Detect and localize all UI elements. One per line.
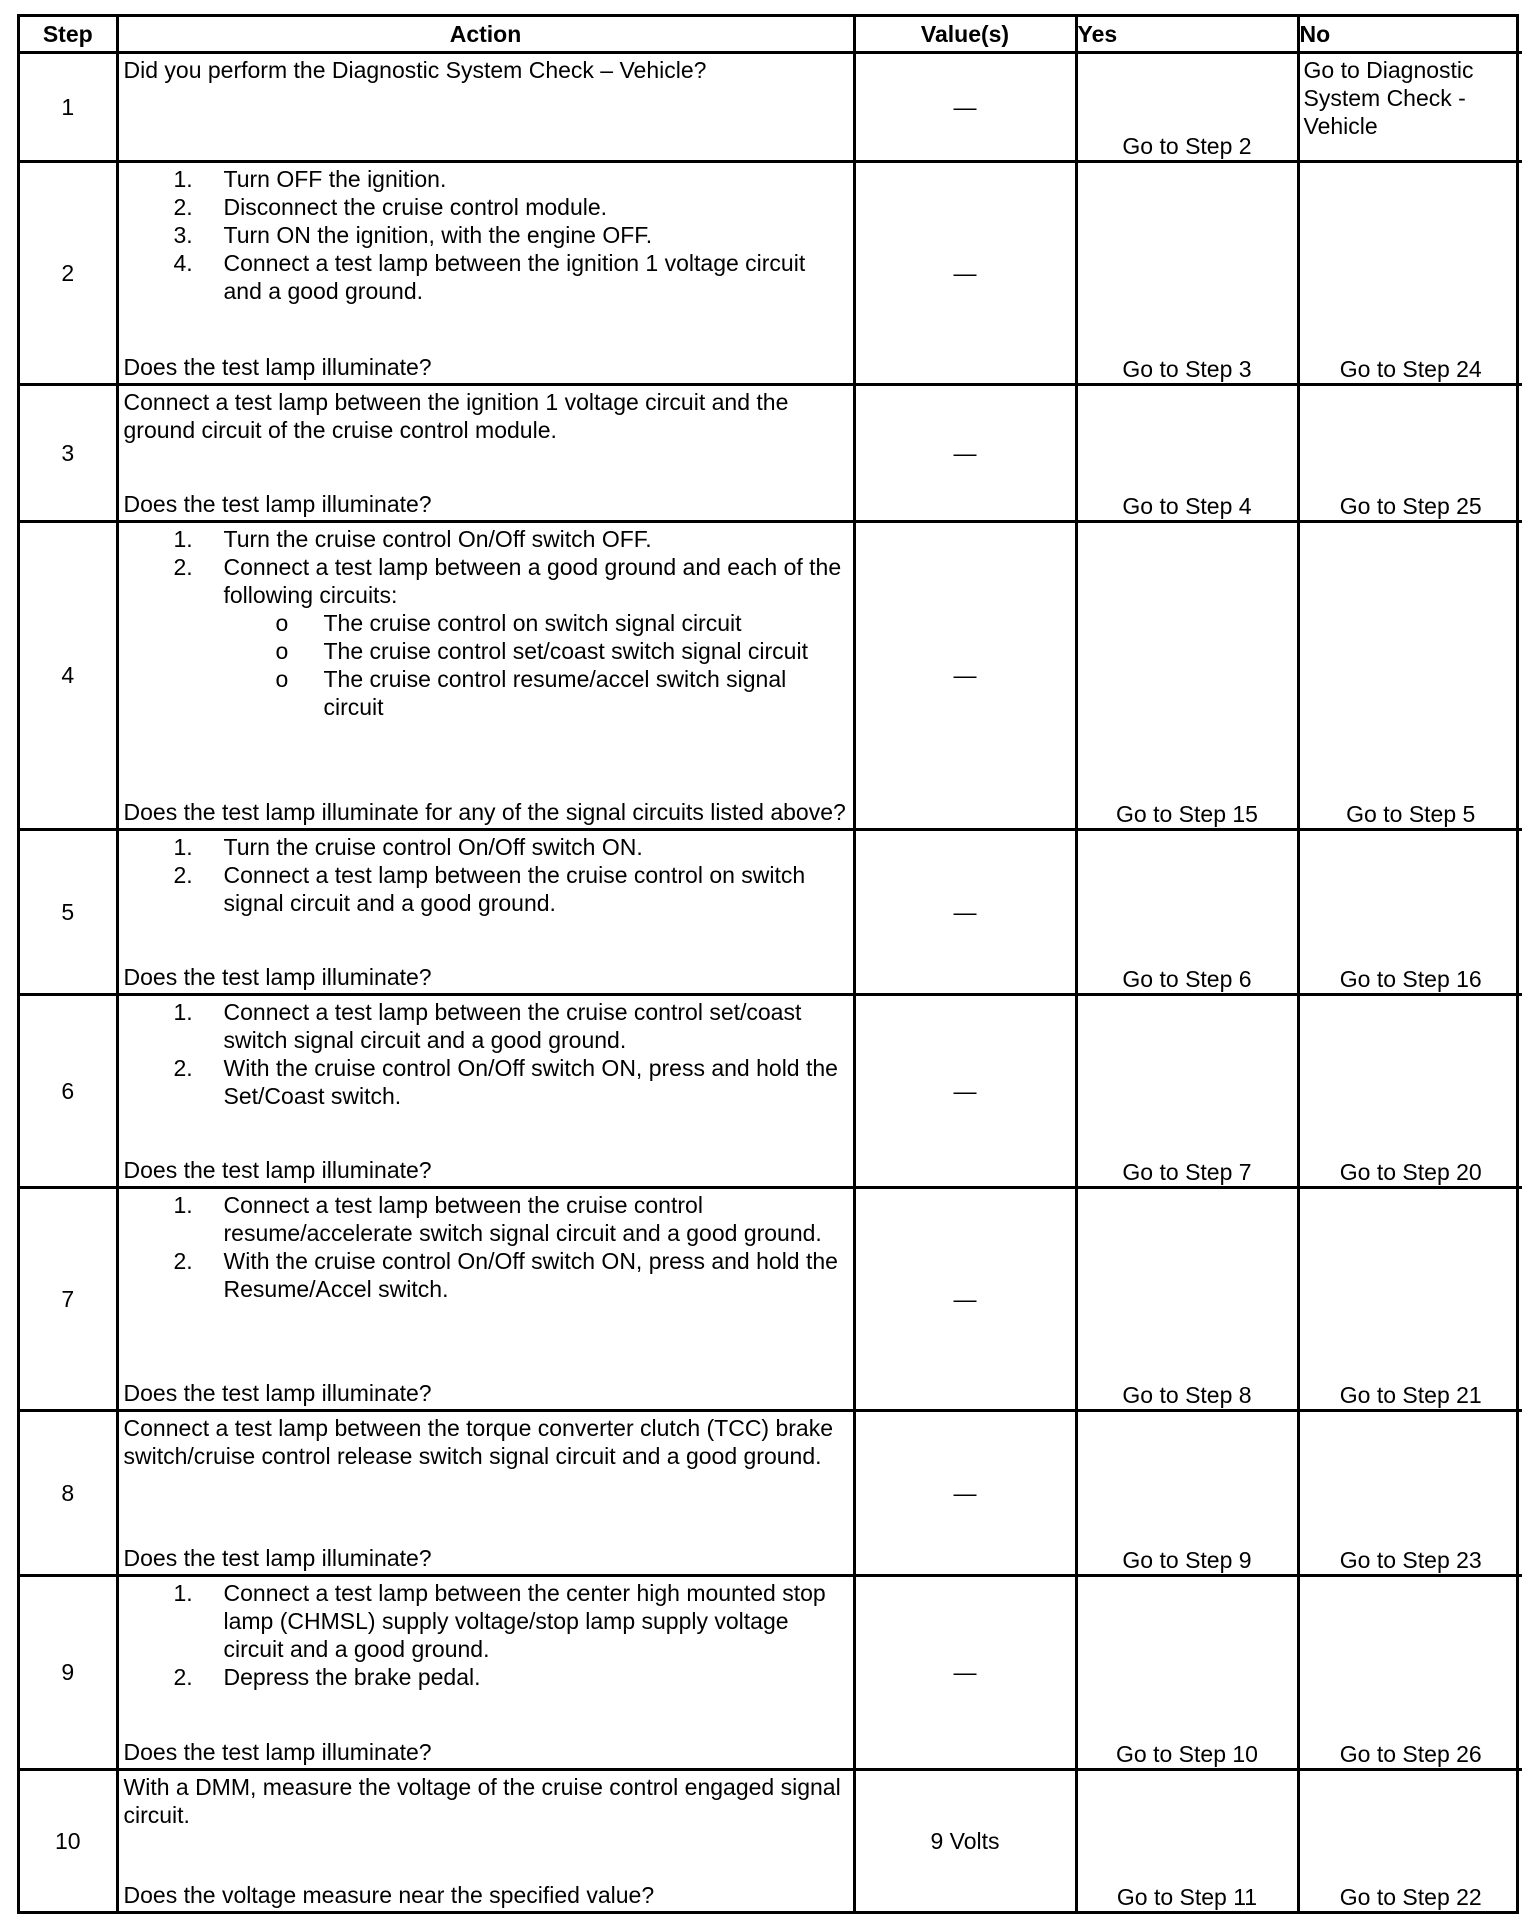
action-cell — [117, 1411, 854, 1576]
numbered-list — [124, 525, 849, 721]
list-item — [124, 553, 849, 609]
no-cell: Go to Step 22 — [1298, 1769, 1522, 1911]
list-item — [124, 221, 849, 249]
yes-cell: Go to Step 6 — [1076, 829, 1298, 994]
list-item-text: Disconnect the cruise control module. — [223, 193, 608, 220]
list-item-number: 2. — [173, 193, 193, 220]
header-step: Step — [20, 17, 117, 53]
list-item-number: 1. — [173, 999, 193, 1026]
action-intro: Connect a test lamp between the ignition 1 voltage circuit and the ground circuit of the cruise control module. — [123, 388, 789, 443]
no-cell: Go to Step 24 — [1298, 161, 1522, 384]
value-cell: — — [854, 384, 1076, 521]
action-intro: With a DMM, measure the voltage of the cruise control engaged signal circuit. — [123, 1773, 841, 1828]
action-cell — [117, 995, 854, 1188]
table-row — [20, 161, 1522, 384]
action-cell — [117, 161, 854, 384]
list-item-text: Turn ON the ignition, with the engine OFF. — [223, 221, 653, 248]
action-question: Does the voltage measure near the specified value? — [123, 1882, 655, 1908]
no-cell: Go to Diagnostic System Check - Vehicle — [1298, 53, 1522, 162]
no-cell: Go to Step 25 — [1298, 384, 1522, 521]
value-cell: — — [854, 1188, 1076, 1411]
action-instructions — [124, 388, 849, 444]
step-number: 8 — [20, 1411, 117, 1576]
yes-cell: Go to Step 3 — [1076, 161, 1298, 384]
action-content — [119, 163, 853, 383]
action-instructions — [124, 56, 849, 84]
value-cell: — — [854, 521, 1076, 829]
numbered-list — [124, 1191, 849, 1303]
list-item-text: With the cruise control On/Off switch ON, press and hold the Set/Coast switch. — [223, 1055, 838, 1110]
list-item-text: Connect a test lamp between a good ground and each of the following circuits: — [223, 553, 842, 608]
list-item-number: 2. — [173, 1248, 193, 1275]
list-item-text: Turn OFF the ignition. — [223, 165, 447, 192]
action-cell — [117, 1188, 854, 1411]
table-row — [20, 1576, 1522, 1769]
action-question: Does the test lamp illuminate for any of the signal circuits listed above? — [123, 798, 846, 825]
action-instructions — [124, 1579, 849, 1691]
list-item-number: 2. — [173, 861, 193, 888]
value-cell: — — [854, 1411, 1076, 1576]
step-number: 4 — [20, 521, 117, 829]
no-cell: Go to Step 20 — [1298, 995, 1522, 1188]
value-cell: — — [854, 829, 1076, 994]
list-item-number: 1. — [173, 1580, 193, 1607]
table-row — [20, 829, 1522, 994]
action-intro: Did you perform the Diagnostic System Check – Vehicle? — [123, 57, 707, 83]
list-item-text: Depress the brake pedal. — [223, 1664, 481, 1691]
list-item — [124, 861, 849, 917]
action-question: Does the test lamp illuminate? — [123, 1545, 432, 1572]
header-no: No — [1298, 17, 1522, 53]
table-row — [20, 1188, 1522, 1411]
diagnostic-table-frame — [17, 14, 1519, 1914]
table-row — [20, 521, 1522, 829]
no-cell: Go to Step 16 — [1298, 829, 1522, 994]
action-content — [119, 996, 853, 1186]
numbered-list — [124, 833, 849, 917]
yes-cell: Go to Step 11 — [1076, 1769, 1298, 1911]
list-item-number: 1. — [173, 165, 193, 192]
list-item — [124, 1579, 849, 1663]
list-item-text: Connect a test lamp between the center high mounted stop lamp (CHMSL) supply voltage/stop lamp supply voltage circuit and a good ground. — [223, 1580, 826, 1663]
action-cell — [117, 521, 854, 829]
list-item — [124, 1247, 849, 1303]
bullet-item — [124, 637, 849, 665]
no-cell: Go to Step 26 — [1298, 1576, 1522, 1769]
value-cell: 9 Volts — [854, 1769, 1076, 1911]
action-cell — [117, 829, 854, 994]
action-instructions — [124, 1773, 849, 1829]
action-instructions — [124, 998, 849, 1110]
bullet-item-text: The cruise control on switch signal circuit — [323, 609, 742, 636]
list-item — [124, 249, 849, 305]
action-instructions — [124, 165, 849, 305]
step-number: 2 — [20, 161, 117, 384]
action-cell — [117, 53, 854, 162]
yes-cell: Go to Step 10 — [1076, 1576, 1298, 1769]
value-cell: — — [854, 161, 1076, 384]
list-item — [124, 998, 849, 1054]
yes-cell: Go to Step 4 — [1076, 384, 1298, 521]
value-cell: — — [854, 53, 1076, 162]
bullet-list — [124, 609, 849, 721]
table-body — [20, 53, 1522, 1912]
action-question: Does the test lamp illuminate? — [123, 1380, 432, 1407]
action-content — [119, 54, 853, 160]
numbered-list — [124, 165, 849, 305]
step-number: 9 — [20, 1576, 117, 1769]
bullet-icon: o — [275, 609, 289, 636]
step-number: 7 — [20, 1188, 117, 1411]
bullet-icon: o — [275, 637, 289, 664]
table-row — [20, 995, 1522, 1188]
step-number: 3 — [20, 384, 117, 521]
list-item-text: With the cruise control On/Off switch ON, press and hold the Resume/Accel switch. — [223, 1248, 838, 1303]
action-instructions — [124, 833, 849, 917]
list-item-number: 1. — [173, 525, 193, 552]
list-item — [124, 833, 849, 861]
action-cell — [117, 1769, 854, 1911]
action-question: Does the test lamp illuminate? — [123, 964, 432, 991]
value-cell: — — [854, 1576, 1076, 1769]
numbered-list — [124, 998, 849, 1110]
diagnostic-table — [20, 17, 1522, 1911]
list-item-text: Turn the cruise control On/Off switch OFF. — [223, 525, 652, 552]
yes-cell: Go to Step 15 — [1076, 521, 1298, 829]
yes-cell: Go to Step 9 — [1076, 1411, 1298, 1576]
list-item-number: 2. — [173, 1055, 193, 1082]
action-question: Does the test lamp illuminate? — [123, 1738, 432, 1765]
list-item-number: 1. — [173, 1192, 193, 1219]
action-content — [119, 1189, 853, 1409]
bullet-item-text: The cruise control resume/accel switch signal circuit — [323, 665, 787, 720]
yes-cell: Go to Step 2 — [1076, 53, 1298, 162]
yes-cell: Go to Step 8 — [1076, 1188, 1298, 1411]
yes-cell: Go to Step 7 — [1076, 995, 1298, 1188]
list-item — [124, 1054, 849, 1110]
list-item-text: Connect a test lamp between the cruise control set/coast switch signal circuit and a good ground. — [223, 999, 802, 1054]
list-item-text: Turn the cruise control On/Off switch ON. — [223, 833, 643, 860]
action-intro: Connect a test lamp between the torque converter clutch (TCC) brake switch/cruise control release switch signal circuit and a good ground. — [123, 1415, 834, 1470]
action-cell — [117, 1576, 854, 1769]
list-item-number: 4. — [173, 249, 193, 276]
list-item-text: Connect a test lamp between the cruise control resume/accelerate switch signal circuit and a good ground. — [223, 1192, 822, 1247]
numbered-list — [124, 1579, 849, 1691]
action-question: Does the test lamp illuminate? — [123, 1157, 432, 1184]
action-content — [119, 831, 853, 993]
action-question: Does the test lamp illuminate? — [123, 353, 432, 380]
action-content — [119, 1412, 853, 1574]
table-row — [20, 53, 1522, 162]
step-number: 1 — [20, 53, 117, 162]
step-number: 6 — [20, 995, 117, 1188]
list-item-number: 2. — [173, 553, 193, 580]
list-item — [124, 1663, 849, 1691]
action-instructions — [124, 525, 849, 721]
list-item-text: Connect a test lamp between the ignition 1 voltage circuit and a good ground. — [223, 249, 806, 304]
no-cell: Go to Step 21 — [1298, 1188, 1522, 1411]
header-action: Action — [117, 17, 854, 53]
header-row — [20, 17, 1522, 53]
list-item-number: 1. — [173, 833, 193, 860]
list-item — [124, 525, 849, 553]
action-instructions — [124, 1191, 849, 1303]
step-number: 5 — [20, 829, 117, 994]
table-row — [20, 1411, 1522, 1576]
table-row — [20, 384, 1522, 521]
action-question: Does the test lamp illuminate? — [123, 490, 432, 517]
list-item-text: Connect a test lamp between the cruise control on switch signal circuit and a good ground. — [223, 861, 806, 916]
value-cell: — — [854, 995, 1076, 1188]
action-content — [119, 386, 853, 520]
action-content — [119, 1771, 853, 1911]
bullet-icon: o — [275, 665, 289, 692]
action-cell — [117, 384, 854, 521]
bullet-item — [124, 665, 849, 721]
list-item-number: 2. — [173, 1664, 193, 1691]
action-instructions — [124, 1414, 849, 1470]
header-values: Value(s) — [854, 17, 1076, 53]
action-content — [119, 523, 853, 828]
no-cell: Go to Step 23 — [1298, 1411, 1522, 1576]
list-item — [124, 1191, 849, 1247]
table-row — [20, 1769, 1522, 1911]
bullet-item — [124, 609, 849, 637]
no-cell: Go to Step 5 — [1298, 521, 1522, 829]
list-item-number: 3. — [173, 221, 193, 248]
list-item — [124, 193, 849, 221]
step-number: 10 — [20, 1769, 117, 1911]
action-content — [119, 1577, 853, 1767]
bullet-item-text: The cruise control set/coast switch signal circuit — [323, 637, 808, 664]
header-yes: Yes — [1076, 17, 1298, 53]
list-item — [124, 165, 849, 193]
